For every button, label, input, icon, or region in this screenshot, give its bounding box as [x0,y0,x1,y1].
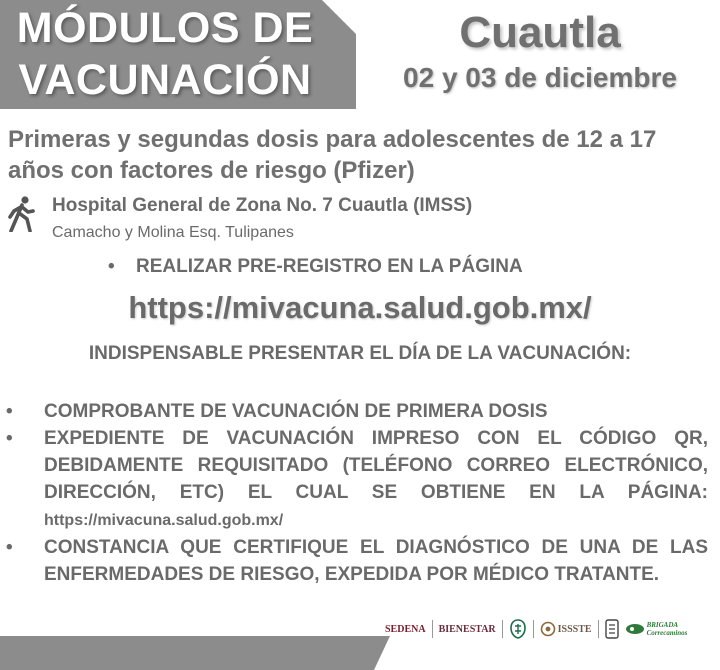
bullet: • [6,401,13,422]
divider [432,620,433,638]
requirement-2: EXPEDIENTE DE VACUNACIÓN IMPRESO CON EL CÓDIGO QR, DEBIDAMENTE REQUISITADO (TELÉFONO CORREO ELECTRÓNICO, DIRECCIÓN, ETC) EL CUAL SE OBTIENE EN LA PÁGINA: [44,428,708,503]
imss-logo [509,619,527,639]
list-item [6,398,708,425]
requirement-1: COMPROBANTE DE VACUNACIÓN DE PRIMERA DOSIS [44,401,548,422]
dose-subtitle: Primeras y segundas dosis para adolescentes de 12 a 17 años con factores de riesgo (Pfizer) [8,126,657,184]
list-item [6,425,708,534]
city-heading: Cuautla [459,8,621,57]
dates-heading: 02 y 03 de diciembre [403,62,677,93]
hospital-name: Hospital General de Zona No. 7 Cuautla (IMSS) [52,195,473,216]
bienestar-logo: BIENESTAR [438,623,496,635]
title-line-1: MÓDULOS DE [16,4,314,52]
footer-logos [385,616,715,642]
requirements-list [6,398,708,588]
requirement-3: CONSTANCIA QUE CERTIFIQUE EL DIAGNÓSTICO DE UNA DE LAS ENFERMEDADES DE RIESGO, EXPEDIDA POR MÉDICO TRATANTE. [44,537,708,585]
bullet: • [6,428,13,449]
requirement-2-url[interactable]: https://mivacuna.salud.gob.mx/ [44,512,284,529]
hospital-address: Camacho y Molina Esq. Tulipanes [52,224,294,241]
brigada-correcaminos-logo: BRIGADA Correcaminos [625,621,688,637]
registration-url[interactable]: https://mivacuna.salud.gob.mx/ [128,290,592,325]
list-item [6,534,708,588]
sedena-logo: SEDENA [385,623,426,635]
title-line-2: VACUNACIÓN [18,56,312,104]
issste-logo: ISSSTE [540,621,592,637]
bullet: • [108,256,115,277]
divider [533,620,534,638]
morelos-logo [605,619,619,639]
bullet: • [6,537,13,558]
preregistro-text: REALIZAR PRE-REGISTRO EN LA PÁGINA [136,256,523,277]
walking-person-icon [6,196,36,232]
divider [502,620,503,638]
divider [598,620,599,638]
requirements-heading: INDISPENSABLE PRESENTAR EL DÍA DE LA VACUNACIÓN: [88,343,632,364]
preregistro-instruction [108,256,523,278]
